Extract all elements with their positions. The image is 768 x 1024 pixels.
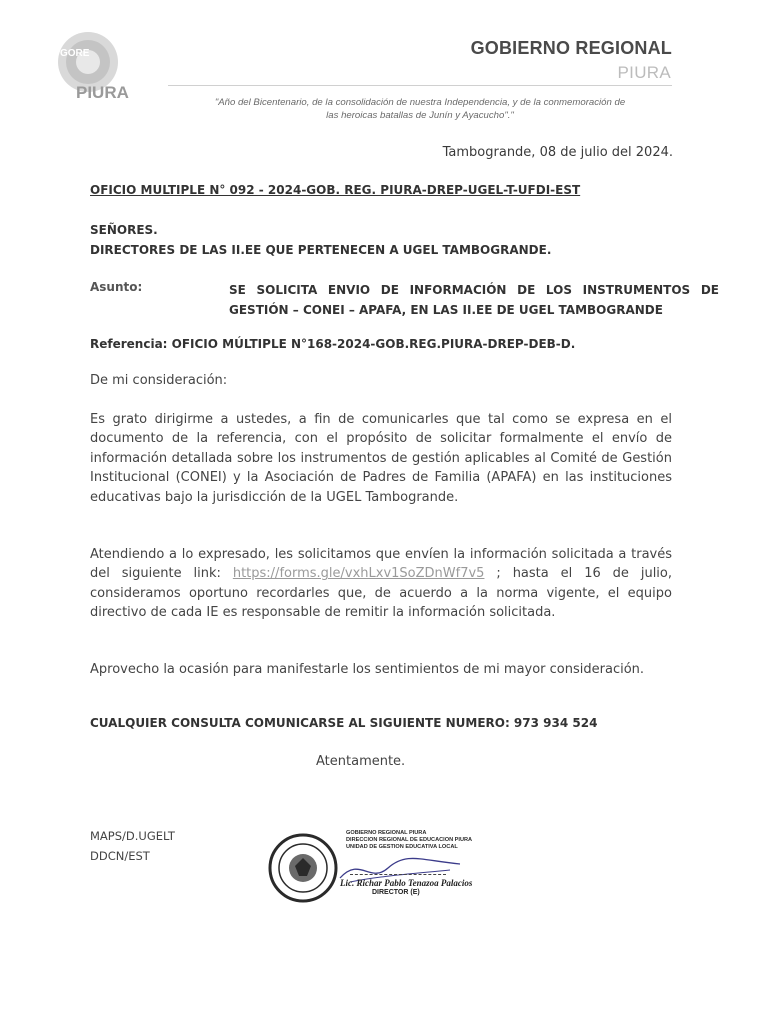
body-paragraph-1: Es grato dirigirme a ustedes, a fin de comunicarles que tal como se expresa en el documento de la referencia, con el propósito de solicitar formalmente el envío de información detallada sobre los instrumentos de gestión aplicables al Comité de Gestión Institucional (CONEI) y la Asociación de Padres de Familia (APAFA) en las instituciones educativas bajo la jurisdicción de la UGEL Tambogrande. [90,412,672,505]
initials-line-1: MAPS/D.UGELT [90,829,175,843]
svg-text:PIURA: PIURA [76,83,129,102]
document-date: Tambogrande, 08 de julio del 2024. [442,145,673,160]
svg-text:GORE: GORE [60,48,90,59]
paragraph-2-intro: Atendiendo a lo expresado, les solicitamos que envíen la información solicitada a través del siguiente link: [90,547,672,582]
stamp-line-3: UNIDAD DE GESTION EDUCATIVA LOCAL [346,844,458,850]
header-divider [168,85,672,86]
greeting: De mi consideración: [90,373,228,388]
stamp-line-2: DIRECCION REGIONAL DE EDUCACION PIURA [346,837,473,843]
motto-line-2: las heroicas batallas de Junín y Ayacucho"." [326,110,514,121]
header-title: GOBIERNO REGIONAL [470,38,672,58]
body-paragraph-2 [90,545,672,623]
stamp-line-1: GOBIERNO REGIONAL PIURA [346,830,427,836]
oficio-number: OFICIO MULTIPLE N° 092 - 2024-GOB. REG. PIURA-DREP-UGEL-T-UFDI-EST [90,183,581,197]
motto-line-1: "Año del Bicentenario, de la consolidación de nuestra Independencia, y de la conmemoración de [214,97,626,108]
signature-line [350,874,446,876]
institution-stamp [346,830,472,851]
reference-initials [90,826,175,866]
addressee-line-1: SEÑORES. [90,223,158,237]
initials-line-2: DDCN/EST [90,849,150,863]
closing: Atentamente. [316,754,406,769]
body-paragraph-3: Aprovecho la ocasión para manifestarle los sentimientos de mi mayor consideración. [90,662,645,677]
addressee-line-2: DIRECTORES DE LAS II.EE QUE PERTENECEN A UGEL TAMBOGRANDE. [90,243,552,257]
form-link[interactable]: https://forms.gle/vxhLxv1SoZDnWf7v5 [232,566,485,582]
signer-title: DIRECTOR (E) [372,889,420,896]
signer-name: Lic. Richar Pablo Tenazoa Palacios [340,878,473,888]
gore-piura-logo [52,30,152,102]
asunto-text: SE SOLICITA ENVIO DE INFORMACIÓN DE LOS INSTRUMENTOS DE GESTIÓN – CONEI – APAFA, EN LAS II.EE DE UGEL TAMBOGRANDE [229,283,719,317]
header-subtitle: PIURA [617,63,671,82]
asunto-label: Asunto: [90,280,143,294]
contact-notice: CUALQUIER CONSULTA COMUNICARSE AL SIGUIENTE NUMERO: 973 934 524 [90,716,598,730]
year-motto [160,96,680,122]
addressee [90,220,551,260]
referencia: Referencia: OFICIO MÚLTIPLE N°168-2024-GOB.REG.PIURA-DREP-DEB-D. [90,337,576,351]
paragraph-2-rest: ; hasta el 16 de julio, consideramos oportuno recordarles que, de acuerdo a la norma vigente, el equipo directivo de cada IE es responsable de remitir la información solicitada. [90,566,673,621]
